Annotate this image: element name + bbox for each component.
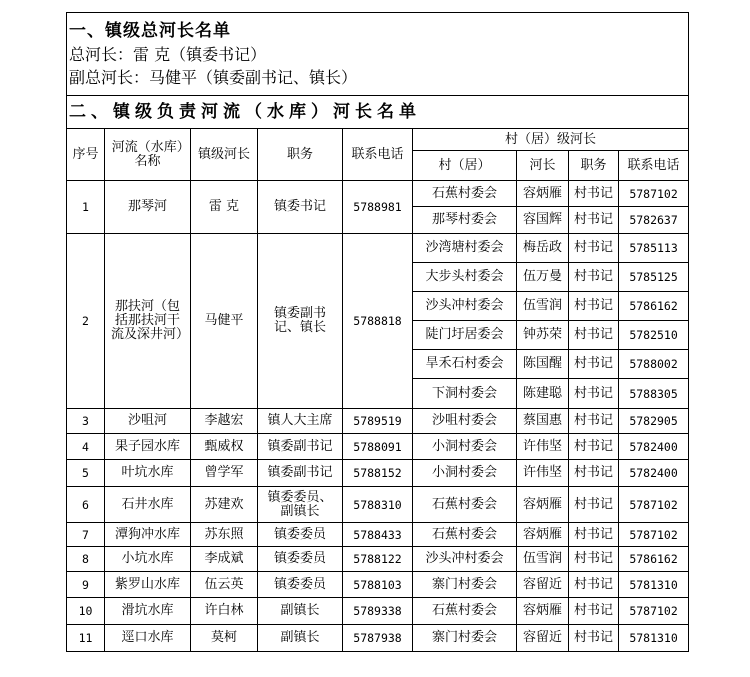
header-phone: 联系电话 (343, 129, 413, 181)
header-position: 职务 (258, 129, 343, 181)
row-seq: 10 (67, 598, 105, 625)
village-name: 那琴村委会 (413, 207, 517, 234)
village-name: 小洞村委会 (413, 434, 517, 460)
town-chief: 伍云英 (191, 572, 258, 598)
row-seq: 2 (67, 234, 105, 409)
row-seq: 5 (67, 460, 105, 487)
header-village: 村（居） (413, 151, 517, 181)
village-name: 石蕉村委会 (413, 523, 517, 547)
chief-position: 镇人大主席 (258, 409, 343, 434)
river-name: 那扶河（包括那扶河干流及深井河） (105, 234, 191, 409)
town-chief: 雷 克 (191, 181, 258, 234)
chief-phone: 5788091 (343, 434, 413, 460)
village-position: 村书记 (569, 409, 619, 434)
village-position: 村书记 (569, 379, 619, 409)
village-phone: 5782400 (619, 434, 689, 460)
town-chief: 曾学军 (191, 460, 258, 487)
village-name: 寨门村委会 (413, 625, 517, 652)
row-seq: 6 (67, 487, 105, 523)
village-position: 村书记 (569, 263, 619, 292)
village-chief: 伍万曼 (517, 263, 569, 292)
chief-phone: 5789338 (343, 598, 413, 625)
village-phone: 5788305 (619, 379, 689, 409)
chief-phone: 5788433 (343, 523, 413, 547)
village-position: 村书记 (569, 625, 619, 652)
village-phone: 5782510 (619, 321, 689, 350)
village-phone: 5787102 (619, 523, 689, 547)
river-name: 逕口水库 (105, 625, 191, 652)
header-seq: 序号 (67, 129, 105, 181)
town-chief: 莫柯 (191, 625, 258, 652)
village-phone: 5786162 (619, 547, 689, 572)
header-village-phone: 联系电话 (619, 151, 689, 181)
village-name: 寨门村委会 (413, 572, 517, 598)
village-chief: 容国辉 (517, 207, 569, 234)
village-position: 村书记 (569, 207, 619, 234)
chief-phone: 5789519 (343, 409, 413, 434)
village-name: 下洞村委会 (413, 379, 517, 409)
chief-phone: 5788310 (343, 487, 413, 523)
chief-phone: 5787938 (343, 625, 413, 652)
village-name: 沙咀村委会 (413, 409, 517, 434)
section2-title: 二、镇级负责河流（水库）河长名单 (67, 96, 689, 129)
village-chief: 容炳雁 (517, 181, 569, 207)
village-position: 村书记 (569, 434, 619, 460)
header-village-chief: 河长 (517, 151, 569, 181)
town-chief: 马健平 (191, 234, 258, 409)
town-chief: 甄威权 (191, 434, 258, 460)
village-name: 沙湾塘村委会 (413, 234, 517, 263)
river-name: 叶坑水库 (105, 460, 191, 487)
chief-position: 镇委副书记、镇长 (258, 234, 343, 409)
river-name: 紫罗山水库 (105, 572, 191, 598)
chief-position: 镇委委员 (258, 547, 343, 572)
header-river: 河流（水库）名称 (105, 129, 191, 181)
village-chief: 蔡国惠 (517, 409, 569, 434)
village-phone: 5782637 (619, 207, 689, 234)
village-position: 村书记 (569, 460, 619, 487)
table-row (67, 547, 689, 572)
town-chief: 苏东照 (191, 523, 258, 547)
section1-cell (67, 13, 689, 96)
table-row (67, 598, 689, 625)
row-seq: 11 (67, 625, 105, 652)
town-chief: 李越宏 (191, 409, 258, 434)
chief-position: 镇委副书记 (258, 460, 343, 487)
village-chief: 容炳雁 (517, 487, 569, 523)
table-row (67, 460, 689, 487)
village-phone: 5781310 (619, 572, 689, 598)
village-chief: 梅岳政 (517, 234, 569, 263)
village-phone: 5782400 (619, 460, 689, 487)
table-row (67, 409, 689, 434)
village-name: 大步头村委会 (413, 263, 517, 292)
table-row (67, 434, 689, 460)
river-name: 果子园水库 (105, 434, 191, 460)
village-name: 陡门圩居委会 (413, 321, 517, 350)
section1-title: 一、镇级总河长名单 (69, 20, 231, 41)
village-phone: 5781310 (619, 625, 689, 652)
chief-position: 镇委委员 (258, 572, 343, 598)
village-position: 村书记 (569, 350, 619, 379)
village-position: 村书记 (569, 234, 619, 263)
chief-position: 副镇长 (258, 625, 343, 652)
chief-phone: 5788103 (343, 572, 413, 598)
header-village-position: 职务 (569, 151, 619, 181)
village-phone: 5788002 (619, 350, 689, 379)
town-chief: 许白林 (191, 598, 258, 625)
table-row (67, 487, 689, 523)
village-name: 石蕉村委会 (413, 487, 517, 523)
row-seq: 1 (67, 181, 105, 234)
village-chief: 容炳雁 (517, 523, 569, 547)
village-phone: 5787102 (619, 487, 689, 523)
river-name: 那琴河 (105, 181, 191, 234)
village-name: 石蕉村委会 (413, 598, 517, 625)
town-chief: 苏建欢 (191, 487, 258, 523)
town-chief: 李成斌 (191, 547, 258, 572)
table-row (67, 572, 689, 598)
village-phone: 5786162 (619, 292, 689, 321)
village-position: 村书记 (569, 487, 619, 523)
village-chief: 许伟坚 (517, 460, 569, 487)
village-position: 村书记 (569, 321, 619, 350)
village-chief: 陈建聪 (517, 379, 569, 409)
chief-phone: 5788981 (343, 181, 413, 234)
row-seq: 7 (67, 523, 105, 547)
village-chief: 容炳雁 (517, 598, 569, 625)
chief-river-leader: 总河长：雷 克（镇委书记） (69, 44, 267, 64)
village-name: 沙头冲村委会 (413, 547, 517, 572)
village-phone: 5785113 (619, 234, 689, 263)
village-name: 沙头冲村委会 (413, 292, 517, 321)
village-chief: 容留近 (517, 625, 569, 652)
chief-phone: 5788818 (343, 234, 413, 409)
table-row (67, 234, 689, 263)
river-name: 潭狗冲水库 (105, 523, 191, 547)
river-chief-table (66, 12, 689, 652)
village-position: 村书记 (569, 547, 619, 572)
deputy-river-leader: 副总河长：马健平（镇委副书记、镇长） (69, 67, 358, 87)
village-phone: 5785125 (619, 263, 689, 292)
village-name: 石蕉村委会 (413, 181, 517, 207)
row-seq: 8 (67, 547, 105, 572)
village-phone: 5787102 (619, 181, 689, 207)
village-position: 村书记 (569, 181, 619, 207)
table-row (67, 625, 689, 652)
table-row (67, 523, 689, 547)
row-seq: 3 (67, 409, 105, 434)
row-seq: 4 (67, 434, 105, 460)
village-position: 村书记 (569, 598, 619, 625)
village-position: 村书记 (569, 572, 619, 598)
village-chief: 许伟坚 (517, 434, 569, 460)
chief-position: 镇委书记 (258, 181, 343, 234)
village-phone: 5787102 (619, 598, 689, 625)
river-name: 小坑水库 (105, 547, 191, 572)
village-name: 旱禾石村委会 (413, 350, 517, 379)
village-position: 村书记 (569, 292, 619, 321)
river-name: 石井水库 (105, 487, 191, 523)
chief-position: 镇委副书记 (258, 434, 343, 460)
village-chief: 钟苏荣 (517, 321, 569, 350)
table-row (67, 181, 689, 207)
header-town-chief: 镇级河长 (191, 129, 258, 181)
village-chief: 伍雪润 (517, 292, 569, 321)
chief-phone: 5788122 (343, 547, 413, 572)
village-phone: 5782905 (619, 409, 689, 434)
chief-phone: 5788152 (343, 460, 413, 487)
chief-position: 镇委委员、副镇长 (258, 487, 343, 523)
village-position: 村书记 (569, 523, 619, 547)
chief-position: 副镇长 (258, 598, 343, 625)
village-name: 小洞村委会 (413, 460, 517, 487)
village-chief: 陈国醒 (517, 350, 569, 379)
river-name: 滑坑水库 (105, 598, 191, 625)
row-seq: 9 (67, 572, 105, 598)
village-chief: 容留近 (517, 572, 569, 598)
river-chief-document (66, 12, 688, 652)
chief-position: 镇委委员 (258, 523, 343, 547)
village-chief: 伍雪润 (517, 547, 569, 572)
header-village-group: 村（居）级河长 (413, 129, 689, 151)
river-name: 沙咀河 (105, 409, 191, 434)
